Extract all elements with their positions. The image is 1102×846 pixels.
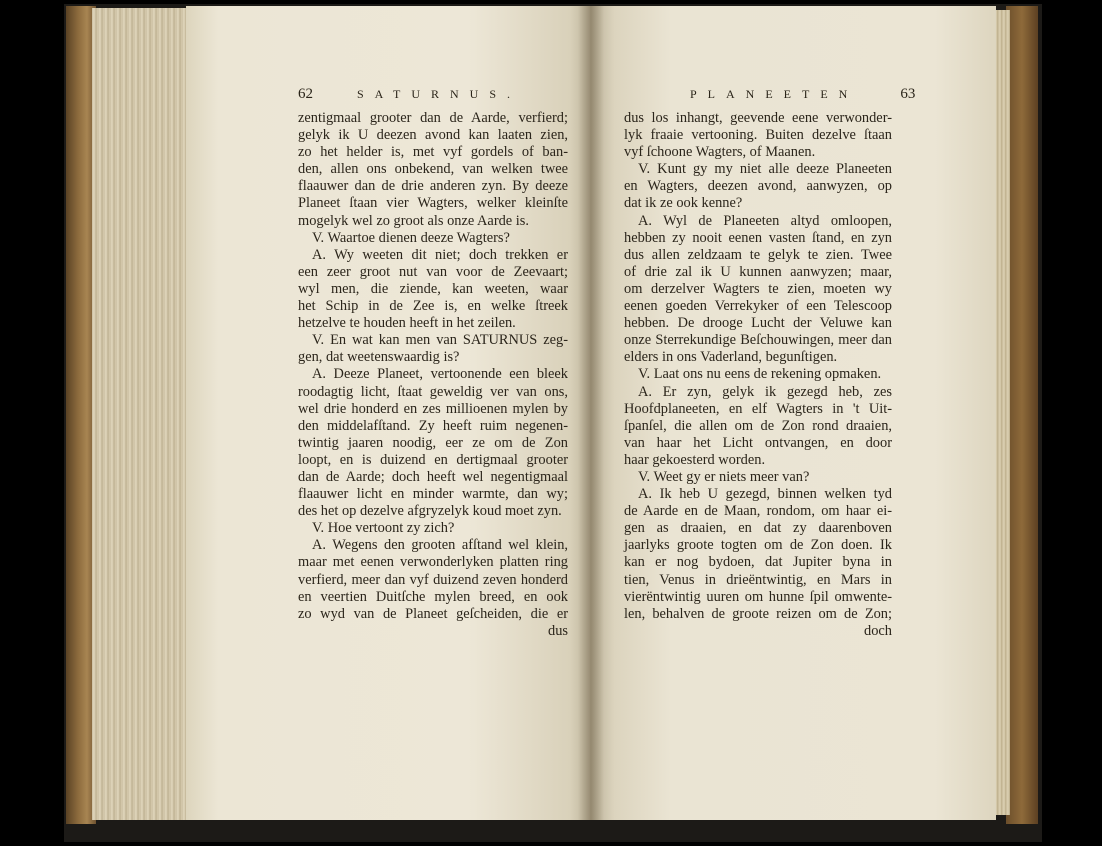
- right-page-header: [690, 86, 915, 103]
- text-line: haar gekoesterd worden.: [624, 451, 766, 468]
- text-line: flaauwer dan de drie anderen zyn. By deeze: [298, 178, 568, 195]
- text-line: maar met eenen verwonderlyken platten ring: [298, 554, 568, 571]
- text-line: en Wagters, deezen avond, aanwyzen, op: [624, 178, 892, 195]
- text-line: dus los inhangt, geevende eene verwonder-: [624, 110, 892, 126]
- text-line: A. Wegens den grooten afſtand wel klein,: [312, 537, 568, 554]
- text-line: den, allen ons onbekend, van welken twee: [298, 161, 568, 178]
- text-line: wyl men, die ziende, kan weeten, waar: [298, 280, 568, 297]
- text-line: V. Hoe vertoont zy zich?: [312, 520, 455, 537]
- text-line: V. Waartoe dienen deeze Wagters?: [312, 229, 510, 246]
- text-line: elders in ons Vaderland, begunſtigen.: [624, 349, 838, 366]
- text-line: Hoofdplaneeten, en elf Wagters in 't Uit-: [624, 400, 892, 417]
- text-line: wel drie honderd en zes millioenen mylen by: [298, 400, 568, 417]
- text-line: A. Wy weeten dit niet; doch trekken er: [312, 246, 568, 263]
- text-line: V. Weet gy er niets meer van?: [638, 468, 810, 485]
- left-catchword-text: dus: [548, 623, 568, 639]
- right-page-stack: [994, 10, 1010, 815]
- text-line: dat ik ze ook kenne?: [624, 195, 743, 212]
- right-page-text: [624, 110, 892, 623]
- text-line: A. Wyl de Planeeten altyd omloopen,: [638, 212, 892, 229]
- text-line: verfierd, meer dan vyf duizend zeven honderd: [298, 571, 568, 588]
- text-line: hebben. De drooge Lucht der Veluwe kan: [624, 315, 892, 332]
- text-line: zo wyd van de Planeet geſcheiden, die er: [298, 605, 568, 622]
- left-page-text: [298, 110, 568, 623]
- text-line: een zeer groot nut van voor de Zeevaart;: [298, 263, 568, 280]
- text-line: loopt, en is duizend en dertigmaal grooter: [298, 451, 568, 468]
- text-line: het Schip in de Zee is, en welke ſtreek: [298, 298, 568, 315]
- text-line: hetzelve te houden heeft in het zeilen.: [298, 315, 516, 332]
- text-line: vyf ſchoone Wagters, of Maanen.: [624, 144, 816, 161]
- left-page-stack: [92, 8, 192, 820]
- text-line: gen, dat weetenswaardig is?: [298, 349, 460, 366]
- right-running-head: PLANEETEN: [690, 87, 859, 101]
- text-line: len, behalven de groote reizen om de Zon;: [624, 605, 892, 622]
- right-page-number: 63: [900, 86, 916, 102]
- text-line: jaarlyks groote togten om de Zon doen. Ik: [624, 537, 892, 554]
- book-gutter: [578, 6, 604, 820]
- text-line: tien, Venus in drieëntwintig, en Mars in: [624, 571, 892, 588]
- text-line: dus allen zeldzaam te gelyk te zien. Twee: [624, 246, 892, 263]
- text-line: A. Deeze Planeet, vertoonende een bleek: [312, 366, 568, 383]
- text-line: onze Sterrekundige Beſchouwingen, meer dan: [624, 332, 892, 349]
- left-running-head: SATURNUS.: [357, 87, 522, 101]
- text-line: van haar het Licht ontvangen, en door: [624, 434, 892, 451]
- text-line: roodagtig licht, ſtaat geweldig ver van ons,: [298, 383, 568, 400]
- right-catchword-text: doch: [864, 623, 892, 639]
- text-line: vierëntwintig uuren om hunne ſpil omwente-: [624, 588, 892, 605]
- left-page-header: [298, 86, 521, 103]
- text-line: des het op dezelve afgryzelyk koud moet zyn.: [298, 503, 562, 520]
- text-line: gelyk ik U deezen avond kan laaten zien,: [298, 127, 568, 144]
- text-line: dan de Aarde; doch heeft wel negentigmaal: [298, 468, 568, 485]
- text-line: A. Er zyn, gelyk ik gezegd heb, zes: [638, 383, 892, 400]
- text-line: hebben zy nooit eenen vasten ſtand, en zyn: [624, 229, 892, 246]
- text-line: twintig jaaren noodig, eer ze om de Zon: [298, 434, 568, 451]
- text-line: of drie zal ik U kunnen aanwyzen; maar,: [624, 263, 892, 280]
- text-line: gen as draaien, en dat zy daarenboven: [624, 520, 892, 537]
- text-line: lyk fraaie vertooning. Buiten dezelve ſtaan: [624, 127, 892, 144]
- text-line: eenen goeden Verrekyker of een Telescoop: [624, 298, 892, 315]
- text-line: V. Laat ons nu eens de rekening opmaken.: [638, 366, 882, 383]
- left-catchword: [298, 623, 568, 640]
- text-line: de Aarde en de Maan, rondom, om haar ei-: [624, 503, 892, 520]
- text-line: A. Ik heb U gezegd, binnen welken tyd: [638, 486, 892, 503]
- text-line: zentigmaal grooter dan de Aarde, verfierd;: [298, 110, 568, 126]
- text-line: V. Kunt gy my niet alle deeze Planeeten: [638, 161, 892, 178]
- text-line: en veertien Duitſche mylen breed, en ook: [298, 588, 568, 605]
- text-line: den middelafſtand. Zy heeft ruim negenen-: [298, 417, 568, 434]
- text-line: ſpanſel, die allen om de Zon rond draaien,: [624, 417, 892, 434]
- text-line: Planeet ſtaan vier Wagters, welker kleinſte: [298, 195, 568, 212]
- text-line: kan er nog bydoen, dat Jupiter byna in: [624, 554, 892, 571]
- right-catchword: [624, 623, 892, 640]
- text-line: V. En wat kan men van SATURNUS zeg-: [312, 332, 568, 349]
- right-cover-edge: [1006, 6, 1038, 824]
- left-page-number: 62: [298, 86, 313, 102]
- text-line: flaauwer licht en minder warmte, dan wy;: [298, 486, 568, 503]
- text-line: om derzelver Wagters te zien, moeten wy: [624, 280, 892, 297]
- text-line: mogelyk wel zo groot als onze Aarde is.: [298, 212, 529, 229]
- text-line: zo het helder is, met vyf gordels of ban-: [298, 144, 568, 161]
